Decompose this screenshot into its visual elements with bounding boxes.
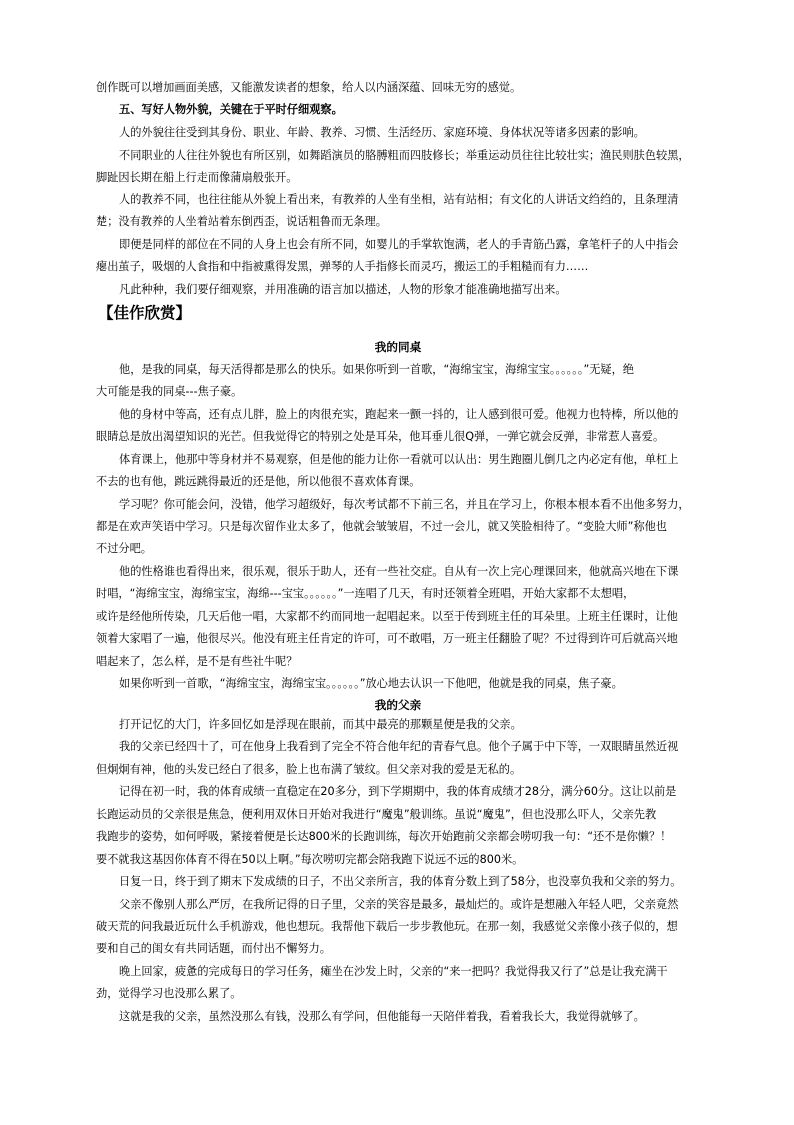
essay-line: 唱起来了，怎么样，是不是有些社牛呢？	[96, 655, 298, 668]
essay-line: 日复一日，终于到了期末下发成绩的日子，不出父亲所言，我的体育分数上到了58分，也没辜负我和父亲的努力。	[119, 875, 682, 888]
essay-line: 他，是我的同桌，每天活得都是那么的快乐。如果你听到一首歌，“海绵宝宝，海绵宝宝。。。。。。”无疑，绝	[119, 363, 634, 376]
essay-line: 眼睛总是放出渴望知识的光芒。但我觉得它的特别之处是耳朵，他耳垂儿很Q弹，一弹它就会反弹，非常惹人喜爱。	[96, 430, 665, 443]
essay-line: 领着大家唱了一遍，他很尽兴。他没有班主任肯定的许可，可不敢唱，万一班主任翻脸了呢？不过得到许可后就高兴地	[96, 632, 678, 645]
paragraph: 人的外貌往往受到其身份、职业、年龄、教养、习惯、生活经历、家庭环境、身体状况等诸多因素的影响。	[119, 126, 645, 139]
essay-line: 他的性格谁也看得出来，很乐观，很乐于助人，还有一些社交症。自从有一次上完心理课回来，他就高兴地在下课	[119, 565, 679, 578]
essay-line: 不过分吧。	[96, 542, 152, 555]
section-title: 【佳作欣赏】	[98, 304, 192, 322]
essay-line: 时唱，“海绵宝宝，海绵宝宝，海绵---宝宝。。。。。。”一连唱了几天，有时还领着全班唱，开始大家都不太想唱，	[96, 587, 635, 600]
paragraph: 即便是同样的部位在不同的人身上也会有所不同，如婴儿的手掌软饱满，老人的手青筋凸露，拿笔杆子的人中指会	[119, 238, 679, 251]
essay-line: 长跑运动员的父亲很是焦急，便利用双休日开始对我进行“魔鬼”般训练。虽说“魔鬼”，但也没那么吓人，父亲先教	[96, 808, 657, 821]
paragraph-cont: 瘪出茧子，吸烟的人食指和中指被熏得发黑，弹琴的人手指修长而灵巧，搬运工的手粗糙而有力……	[96, 260, 589, 273]
essay-title: 我的同桌	[374, 340, 422, 354]
essay-line: 大可能是我的同桌---焦子豪。	[96, 385, 243, 398]
essay-line: 要和自己的闺女有共同话题，而付出不懈努力。	[96, 942, 331, 955]
essay-line: 但炯炯有神，他的头发已经白了很多，脸上也布满了皱纹。但父亲对我的爱是无私的。	[96, 763, 522, 776]
essay-line: 不去的也有他，跳远跳得最近的还是他，所以他很不喜欢体育课。	[96, 475, 421, 488]
essay-line: 如果你听到一首歌，“海绵宝宝，海绵宝宝。。。。。。”放心地去认识一下他吧，他就是我的同桌，焦子豪。	[119, 677, 623, 690]
section-heading-5: 五、写好人物外貌，关键在于平时仔细观察。	[119, 103, 343, 116]
essay-line: 体育课上，他那中等身材并不易观察，但是他的能力让你一看就可以认出：男生跑圈儿倒几之内必定有他，单杠上	[119, 453, 679, 466]
essay-line: 父亲不像别人那么严厉，在我所记得的日子里，父亲的笑容是最多，最灿烂的。或许是想融入年轻人吧，父亲竟然	[119, 898, 679, 911]
essay-line: 我跑步的姿势，如何呼吸，紧接着便是长达800米的长跑训练，每次开始跑前父亲都会唠叨我一句：“还不是你懒？！	[96, 830, 672, 843]
essay-title: 我的父亲	[374, 698, 422, 712]
paragraph: 不同职业的人往往外貌也有所区别，如舞蹈演员的胳膊粗而四肢修长；举重运动员往往比较壮实；渔民则肤色较黑，	[119, 149, 690, 162]
paragraph: 人的教养不同，也往往能从外貌上看出来，有教养的人坐有坐相，站有站相；有文化的人讲话文绉绉的，且条理清	[119, 193, 679, 206]
essay-line: 要不就我这基因你体育不得在50以上啊。”每次唠叨完都会陪我跑下说远不远的800米。	[96, 853, 524, 866]
essay-line: 晚上回家，疲惫的完成每日的学习任务，瘫坐在沙发上时，父亲的“来一把吗？我觉得我又行了”总是让我充满干	[119, 965, 668, 978]
paragraph-cont: 脚趾因长期在船上行走而像蒲扇般张开。	[96, 171, 298, 184]
paragraph: 凡此种种，我们要仔细观察，并用准确的语言加以描述，人物的形象才能准确地描写出来。	[119, 283, 567, 296]
essay-line: 劲，觉得学习也没那么累了。	[96, 987, 242, 1000]
essay-line: 我的父亲已经四十了，可在他身上我看到了完全不符合他年纪的青春气息。他个子属于中下等，一双眼睛虽然近视	[119, 740, 679, 753]
intro-line: 创作既可以增加画面美感，又能激发读者的想象，给人以内涵深蕴、回味无穷的感觉。	[96, 81, 522, 94]
essay-line: 他的身材中等高，还有点儿胖，脸上的肉很充实，跑起来一颤一抖的，让人感到很可爱。他视力也特棒，所以他的	[119, 408, 679, 421]
essay-line: 这就是我的父亲，虽然没那么有钱，没那么有学问，但他能每一天陪伴着我，看着我长大，我觉得就够了。	[119, 1010, 645, 1023]
essay-line: 学习呢？你可能会问，没错，他学习超级好，每次考试都不下前三名，并且在学习上，你根本根本看不出他多努力，	[119, 498, 690, 511]
essay-line: 破天荒的问我最近玩什么手机游戏，他也想玩。我帮他下载后一步步教他玩。在那一刻，我感觉父亲像小孩子似的，想	[96, 920, 678, 933]
essay-line: 记得在初一时，我的体育成绩一直稳定在20多分，到下学期期中，我的体育成绩才28分，满分60分。这让以前是	[119, 785, 677, 798]
essay-line: 打开记忆的大门，许多回忆如是浮现在眼前，而其中最亮的那颗星便是我的父亲。	[119, 718, 522, 731]
paragraph-cont: 楚；没有教养的人坐着站着东倒西歪，说话粗鲁而无条理。	[96, 215, 387, 228]
essay-line: 或许是经他所传染，几天后他一唱，大家都不约而同地一起唱起来。以至于传到班主任的耳朵里。上班主任课时，让他	[96, 610, 678, 623]
essay-line: 都是在欢声笑语中学习。只是每次留作业太多了，他就会皱皱眉，不过一会儿，就又笑脸相待了。“变脸大师”称他也	[96, 520, 667, 533]
